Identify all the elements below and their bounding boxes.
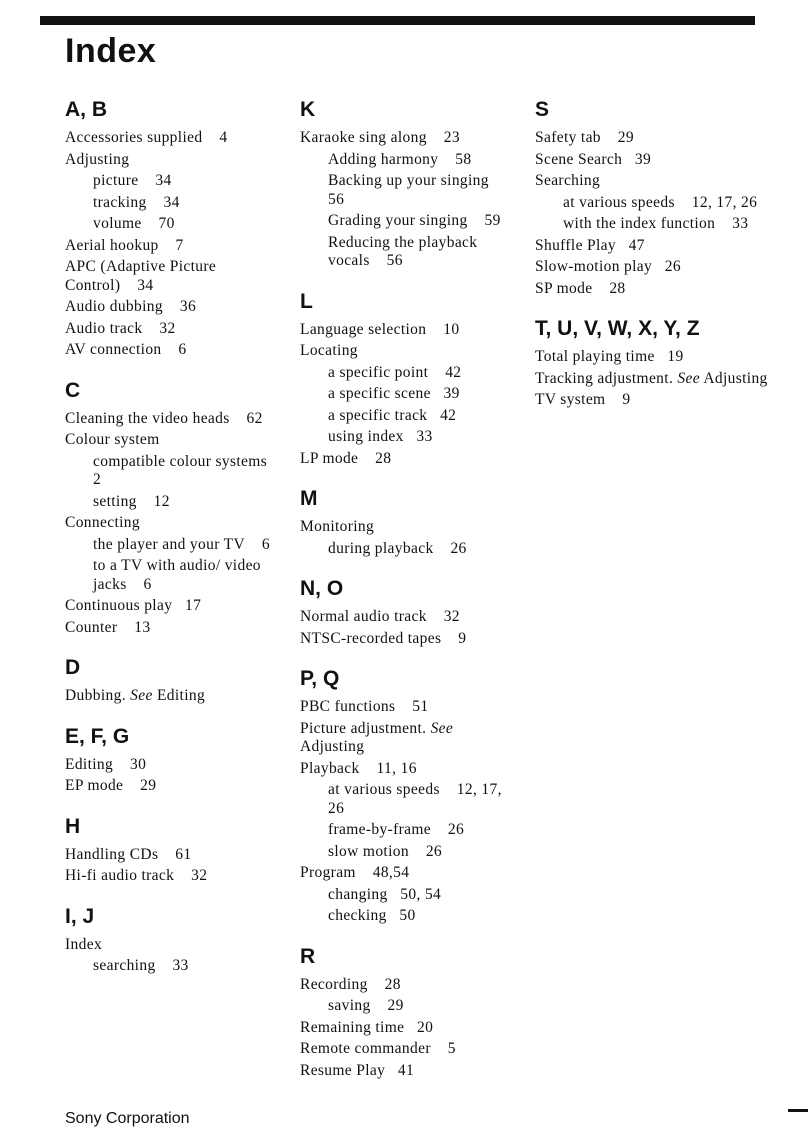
see-target: Adjusting — [300, 738, 365, 755]
entry-text: saving 29 — [328, 997, 404, 1014]
entry-text: Language selection 10 — [300, 320, 460, 338]
entry-text: Remaining time 20 — [300, 1018, 434, 1036]
entry-text: Scene Search 39 — [535, 150, 652, 168]
entry-text: Picture adjustment. — [300, 719, 427, 737]
entry-text: Tracking adjustment. — [535, 369, 674, 387]
see-reference: See — [130, 687, 153, 704]
entry-text: Handling CDs 61 — [65, 845, 192, 863]
page-title: Index — [65, 32, 157, 70]
entry-text: setting 12 — [93, 492, 170, 510]
index-section — [300, 574, 520, 648]
index-section — [65, 722, 280, 796]
index-entry — [300, 698, 520, 717]
entry-text: AV connection 6 — [65, 341, 187, 358]
section-heading: I, J — [65, 904, 95, 928]
entry-text: checking 50 — [328, 907, 416, 924]
index-entry — [300, 342, 520, 361]
entry-text: compatible colour systems 2 — [93, 452, 280, 488]
entry-text: frame-by-frame 26 — [328, 821, 465, 838]
index-subentry — [65, 557, 280, 594]
entry-text: at various speeds 12, 17, 26 — [563, 193, 758, 211]
index-section — [535, 95, 775, 298]
index-section — [65, 95, 280, 360]
entry-text: a specific point 42 — [328, 363, 462, 381]
index-entry — [65, 867, 280, 886]
entry-text: Hi-fi audio track 32 — [65, 867, 208, 884]
index-subentry — [65, 536, 280, 555]
section-heading: R — [300, 944, 316, 968]
entry-text: the player and your TV 6 — [93, 535, 271, 553]
index-subentry — [300, 540, 520, 559]
index-section — [300, 484, 520, 558]
entry-text: Backing up your singing 56 — [328, 172, 502, 208]
index-entry — [535, 280, 775, 299]
entry-text: NTSC-recorded tapes 9 — [300, 629, 467, 647]
entry-text: Grading your singing 59 — [328, 212, 501, 229]
entry-text: Recording 28 — [300, 975, 401, 993]
index-entry — [535, 172, 775, 191]
entry-text: Adjusting — [65, 150, 130, 168]
entry-text: picture 34 — [93, 172, 172, 189]
entry-text: Cleaning the video heads 62 — [65, 409, 263, 427]
entry-text: APC (Adaptive Picture Control) 34 — [65, 258, 217, 294]
top-rule — [40, 16, 755, 25]
footer-company: Sony Corporation — [65, 1110, 190, 1127]
index-entry — [535, 258, 775, 277]
entry-text: Counter 13 — [65, 618, 151, 636]
index-entry — [535, 370, 775, 389]
index-subentry — [300, 151, 520, 170]
entry-text: Remote commander 5 — [300, 1040, 456, 1057]
entry-text: searching 33 — [93, 957, 189, 974]
index-subentry — [65, 172, 280, 191]
index-subentry — [300, 821, 520, 840]
section-heading: A, B — [65, 98, 107, 121]
entry-text: volume 70 — [93, 215, 175, 232]
entry-text: to a TV with audio/ video jacks 6 — [93, 557, 261, 593]
index-entry — [535, 129, 775, 148]
index-entry — [300, 630, 520, 649]
entry-text: changing 50, 54 — [328, 885, 442, 903]
index-subentry — [300, 407, 520, 426]
entry-text: Reducing the playback vocals 56 — [328, 233, 478, 269]
index-entry — [65, 619, 280, 638]
index-entry — [535, 348, 775, 367]
entry-text: a specific track 42 — [328, 406, 457, 424]
index-entry — [535, 237, 775, 256]
index-subentry — [300, 364, 520, 383]
index-entry — [65, 777, 280, 796]
section-heading: T, U, V, W, X, Y, Z — [535, 317, 700, 340]
index-entry — [300, 608, 520, 627]
index-subentry — [300, 234, 520, 271]
index-section — [65, 653, 280, 706]
entry-text: Index — [65, 935, 103, 953]
index-entry — [65, 846, 280, 865]
entry-text: Aerial hookup 7 — [65, 236, 184, 254]
entry-text: Locating — [300, 342, 358, 359]
section-heading: C — [65, 378, 81, 402]
entry-text: Program 48,54 — [300, 864, 410, 881]
see-target: Adjusting — [703, 369, 768, 387]
entry-text: at various speeds 12, 17, 26 — [328, 781, 502, 817]
entry-text: Slow-motion play 26 — [535, 258, 681, 275]
entry-text: slow motion 26 — [328, 842, 443, 860]
section-heading: L — [300, 289, 313, 313]
see-target: Editing — [156, 687, 206, 704]
index-column-2 — [300, 95, 520, 1096]
index-subentry — [65, 215, 280, 234]
index-subentry — [300, 907, 520, 926]
index-entry — [300, 321, 520, 340]
entry-text: Editing 30 — [65, 755, 147, 773]
index-section — [65, 376, 280, 638]
entry-text: Shuffle Play 47 — [535, 236, 645, 254]
entry-text: Audio track 32 — [65, 319, 176, 337]
index-entry — [300, 518, 520, 537]
index-subentry — [300, 997, 520, 1016]
section-heading: H — [65, 814, 81, 838]
entry-text: tracking 34 — [93, 193, 180, 211]
entry-text: SP mode 28 — [535, 279, 626, 297]
index-column-1 — [65, 95, 280, 992]
entry-text: Colour system — [65, 431, 160, 448]
index-entry — [300, 864, 520, 883]
index-entry — [65, 320, 280, 339]
index-subentry — [65, 957, 280, 976]
index-entry — [65, 514, 280, 533]
index-entry — [65, 936, 280, 955]
index-column-3 — [535, 95, 775, 426]
index-subentry — [300, 172, 520, 209]
section-heading: D — [65, 656, 81, 679]
index-entry — [535, 391, 775, 410]
index-entry — [65, 151, 280, 170]
page-edge-tab — [788, 1109, 808, 1112]
index-entry — [65, 129, 280, 148]
index-entry — [65, 298, 280, 317]
index-entry — [300, 720, 520, 757]
index-subentry — [300, 886, 520, 905]
section-heading: P, Q — [300, 667, 340, 690]
entry-text: Connecting — [65, 514, 140, 531]
index-entry — [65, 597, 280, 616]
index-subentry — [300, 428, 520, 447]
index-entry — [65, 687, 280, 706]
index-section — [300, 942, 520, 1081]
index-entry — [300, 1019, 520, 1038]
entry-text: using index 33 — [328, 428, 433, 445]
index-entry — [300, 1040, 520, 1059]
entry-text: Searching — [535, 172, 601, 189]
entry-text: during playback 26 — [328, 539, 467, 557]
entry-text: TV system 9 — [535, 391, 631, 408]
index-section — [65, 812, 280, 886]
index-entry — [300, 450, 520, 469]
entry-text: a specific scene 39 — [328, 385, 460, 402]
section-heading: E, F, G — [65, 724, 130, 748]
see-reference: See — [430, 719, 454, 737]
index-subentry — [300, 843, 520, 862]
index-entry — [65, 756, 280, 775]
index-entry — [300, 129, 520, 148]
entry-text: Resume Play 41 — [300, 1061, 415, 1079]
entry-text: Monitoring — [300, 518, 375, 535]
index-subentry — [300, 385, 520, 404]
index-subentry — [535, 215, 775, 234]
entry-text: Adding harmony 58 — [328, 150, 472, 168]
index-entry — [300, 976, 520, 995]
index-entry — [65, 431, 280, 450]
index-subentry — [65, 493, 280, 512]
index-section — [300, 664, 520, 926]
index-section — [300, 95, 520, 271]
entry-text: Audio dubbing 36 — [65, 298, 197, 315]
entry-text: Karaoke sing along 23 — [300, 129, 460, 146]
entry-text: Normal audio track 32 — [300, 608, 460, 625]
index-section — [65, 902, 280, 976]
section-heading: M — [300, 487, 318, 510]
index-entry — [300, 1062, 520, 1081]
index-entry — [65, 341, 280, 360]
see-reference: See — [677, 369, 700, 387]
entry-text: Safety tab 29 — [535, 129, 635, 146]
section-heading: N, O — [300, 577, 344, 600]
entry-text: Accessories supplied 4 — [65, 129, 228, 146]
entry-text: EP mode 29 — [65, 777, 157, 794]
index-subentry — [535, 194, 775, 213]
index-subentry — [300, 212, 520, 231]
index-entry — [65, 237, 280, 256]
index-entry — [65, 410, 280, 429]
entry-text: Dubbing. — [65, 687, 126, 704]
section-heading: K — [300, 98, 316, 121]
entry-text: PBC functions 51 — [300, 698, 429, 715]
entry-text: Continuous play 17 — [65, 597, 202, 614]
entry-text: Playback 11, 16 — [300, 759, 417, 777]
entry-text: with the index function 33 — [563, 215, 749, 232]
index-entry — [535, 151, 775, 170]
entry-text: Total playing time 19 — [535, 348, 684, 365]
entry-text: LP mode 28 — [300, 449, 392, 467]
index-subentry — [300, 781, 520, 818]
index-subentry — [65, 453, 280, 490]
index-section — [535, 314, 775, 410]
index-subentry — [65, 194, 280, 213]
section-heading: S — [535, 98, 550, 121]
index-entry — [65, 258, 280, 295]
index-entry — [300, 760, 520, 779]
index-section — [300, 287, 520, 469]
